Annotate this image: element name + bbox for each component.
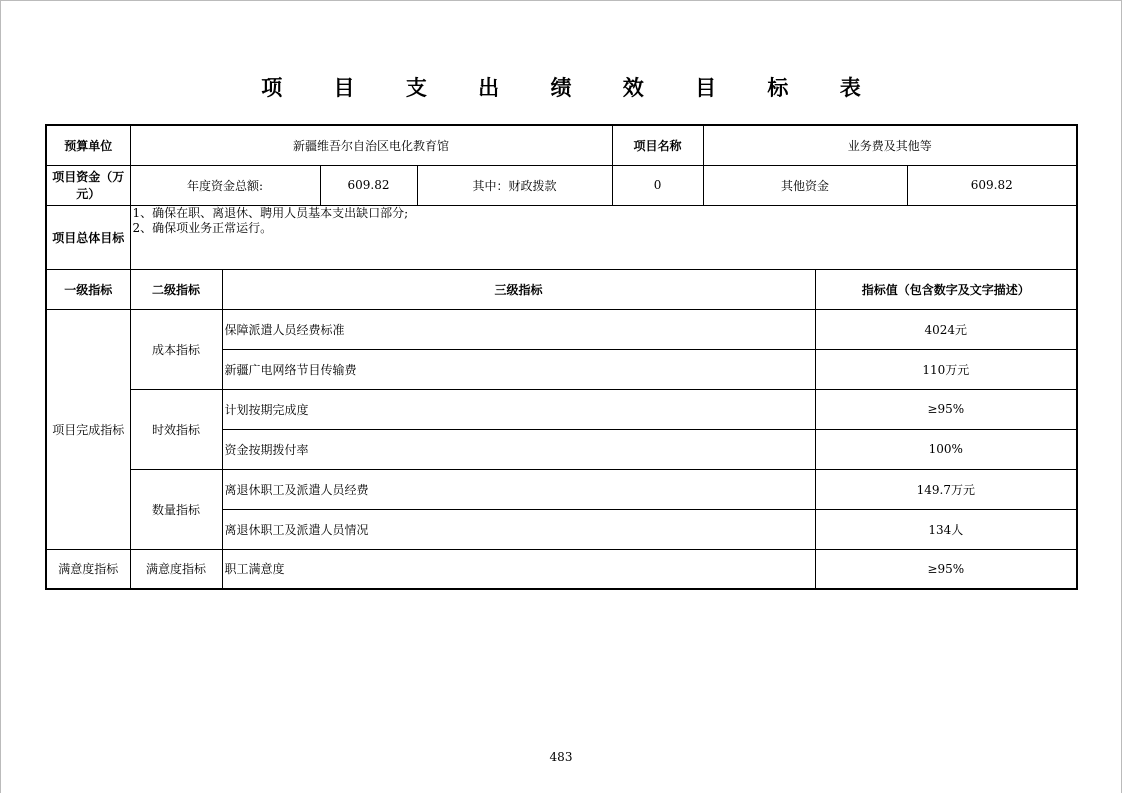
page-edge-left [0, 0, 1, 793]
timeliness-indicator-label: 时效指标 [130, 389, 222, 469]
indicator-item: 资金按期拨付率 [222, 429, 815, 469]
indicator-item: 保障派遣人员经费标准 [222, 309, 815, 349]
indicator-item: 计划按期完成度 [222, 389, 815, 429]
indicator-header-row [46, 269, 1077, 309]
indicator-value: 149.7万元 [815, 469, 1077, 509]
budget-unit-value: 新疆维吾尔自治区电化教育馆 [130, 125, 612, 165]
indicator-value: ≥95% [815, 389, 1077, 429]
page-title: 项 目 支 出 绩 效 目 标 表 [261, 76, 883, 100]
fiscal-allocation-label: 其中：财政拨款 [417, 165, 612, 205]
cost-indicator-label: 成本指标 [130, 309, 222, 389]
project-funds-row [46, 165, 1077, 205]
table-row [46, 309, 1077, 349]
table-row [46, 549, 1077, 589]
budget-unit-row [46, 125, 1077, 165]
level2-indicator-header: 二级指标 [130, 269, 222, 309]
indicator-item: 离退休职工及派遣人员情况 [222, 509, 815, 549]
indicator-item: 离退休职工及派遣人员经费 [222, 469, 815, 509]
annual-total-label: 年度资金总额: [130, 165, 320, 205]
table-row [46, 469, 1077, 509]
indicator-item: 新疆广电网络节目传输费 [222, 349, 815, 389]
indicator-value: 134人 [815, 509, 1077, 549]
indicator-value: 110万元 [815, 349, 1077, 389]
project-name-label: 项目名称 [612, 125, 703, 165]
completion-indicator-label: 项目完成指标 [46, 309, 130, 549]
level3-indicator-header: 三级指标 [222, 269, 815, 309]
other-funds-value: 609.82 [907, 165, 1077, 205]
overall-goal-row [46, 205, 1077, 269]
overall-goal-text [130, 205, 1077, 269]
satisfaction-indicator-label: 满意度指标 [46, 549, 130, 589]
table-row [46, 389, 1077, 429]
indicator-value: 100% [815, 429, 1077, 469]
project-name-value: 业务费及其他等 [703, 125, 1077, 165]
indicator-item: 职工满意度 [222, 549, 815, 589]
page-edge-top [0, 0, 1122, 1]
quantity-indicator-label: 数量指标 [130, 469, 222, 549]
indicator-value: 4024元 [815, 309, 1077, 349]
satisfaction-sub-indicator-label: 满意度指标 [130, 549, 222, 589]
fiscal-allocation-value: 0 [612, 165, 703, 205]
goal-line-2: 2、确保项业务正常运行。 [132, 220, 273, 235]
project-funds-label: 项目资金（万元） [46, 165, 130, 205]
other-funds-label: 其他资金 [703, 165, 907, 205]
budget-unit-label: 预算单位 [46, 125, 130, 165]
overall-goal-label: 项目总体目标 [46, 205, 130, 269]
goal-line-1: 1、确保在职、离退休、聘用人员基本支出缺口部分; [132, 205, 409, 220]
indicator-value-header: 指标值（包含数字及文字描述） [815, 269, 1077, 309]
indicator-value: ≥95% [815, 549, 1077, 589]
performance-goal-table [45, 124, 1078, 590]
annual-total-value: 609.82 [320, 165, 417, 205]
page-number: 483 [549, 750, 573, 764]
level1-indicator-header: 一级指标 [46, 269, 130, 309]
